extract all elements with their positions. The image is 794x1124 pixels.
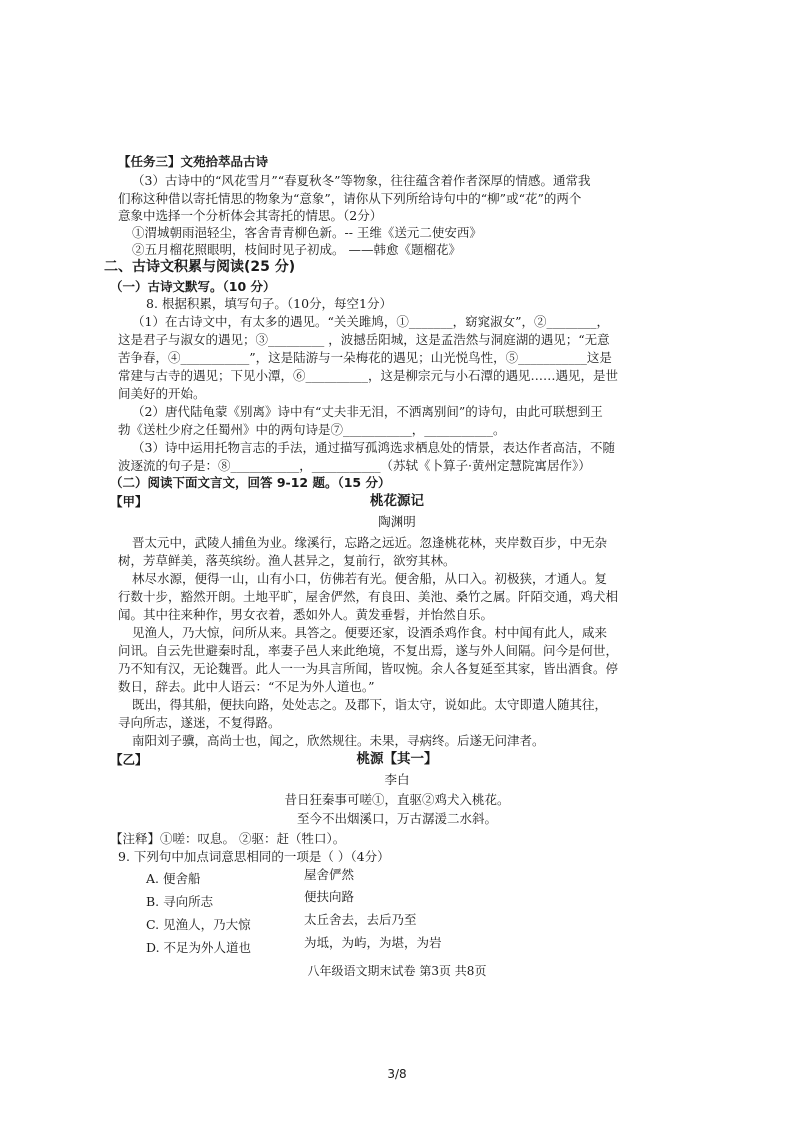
q8-1-line5: 间美好的开始。: [118, 386, 206, 401]
passage-b-title: 桃源【其一】: [356, 751, 438, 767]
passage-a-title: 桃花源记: [370, 493, 424, 509]
q3-line1: （3）古诗中的“风花雪月”“春夏秋冬”等物象，往往蕴含着作者深厚的情感。通常我: [132, 173, 591, 188]
section2-heading: 二、古诗文积累与阅读(25 分): [104, 259, 296, 275]
passage-a-p3-line3: 乃不知有汉，无论魏晋。此人一一为具言所闻，皆叹惋。余人各复延至其家，皆出酒食。停: [118, 661, 619, 676]
passage-a-p2-line1: 林尽水源，便得一山，山有小口，仿佛若有光。便舍船，从口入。初极狭，才通人。复: [132, 571, 608, 586]
poem1: ①渭城朝雨浥轻尘，客舍青青柳色新。-- 王维《送元二使安西》: [132, 225, 482, 240]
q8-3-line1: （3）诗中运用托物言志的手法，通过描写孤鸿选求栖息处的情景，表达作者高洁，不随: [132, 440, 615, 455]
q9-option-a-right: 屋舍俨然: [304, 867, 355, 882]
q9-option-b-right: 便扶向路: [304, 889, 355, 904]
passage-a-p4-line1: 既出，得其船，便扶向路，处处志之。及郡下，诣太守，说如此。太守即遣人随其往，: [132, 697, 608, 712]
page-number: 3/8: [387, 1067, 407, 1081]
passage-a-p4-line2: 寻向所志，遂迷，不复得路。: [118, 715, 281, 730]
q9-option-d-left: D. 不足为外人道也: [146, 940, 252, 955]
passage-b-note: 【注释】①嗟：叹息。 ②驱：赶（牲口）。: [110, 831, 346, 846]
part2-heading: （二）阅读下面文言文，回答 9-12 题。（15 分）: [110, 475, 391, 490]
passage-a-p2-line2: 行数十步，豁然开朗。土地平旷，屋舍俨然，有良田、美池、桑竹之属。阡陌交通，鸡犬相: [118, 589, 619, 604]
q8-2-line1: （2）唐代陆龟蒙《别离》诗中有“丈夫非无泪，不洒离别间”的诗句，由此可联想到王: [132, 404, 603, 419]
passage-a-p3-line1: 见渔人，乃大惊，问所从来。具答之。便要还家，设酒杀鸡作食。村中闻有此人，咸来: [132, 625, 608, 640]
q9-option-a-left: A. 便舍船: [146, 871, 201, 886]
passage-b-line1: 昔日狂秦事可嗟①，直驱②鸡犬入桃花。: [284, 792, 510, 807]
q9-option-c-left: C. 见渔人，乃大惊: [146, 917, 251, 932]
q8-1-line4: 常建与古寺的遇见；下见小潭，⑥__________，这是柳宗元与小石潭的遇见……遇见，是世: [118, 368, 619, 383]
q3-line2: 们称这种借以寄托情思的物象为“意象”，请你从下列所给诗句中的“柳”或“花”的两个: [118, 191, 582, 206]
passage-a-author: 陶渊明: [378, 514, 416, 529]
q8-stem: 8. 根据积累，填写句子。（10分，每空1分）: [146, 296, 393, 311]
q9-option-d-right: 为坻，为屿，为堪，为岩: [304, 935, 442, 950]
passage-a-p5-line1: 南阳刘子骥，高尚士也，闻之，欣然规往。未果，寻病终。后遂无问津者。: [132, 733, 545, 748]
q8-1-line1: （1）在古诗文中，有太多的遇见。“关关雎鸠，①_______，窈窕淑女”，②________，: [132, 314, 609, 329]
task3-heading: 【任务三】文苑拾萃品古诗: [118, 154, 269, 169]
passage-a-p3-line4: 数日，辞去。此中人语云：“不足为外人道也。”: [118, 679, 375, 694]
q8-1-line2: 这是君子与淑女的遇见；③_________ ，波撼岳阳城，这是孟浩然与洞庭湖的遇见；“无意: [118, 332, 610, 347]
passage-a-p1-line2: 树，芳草鲜美，落英缤纷。渔人甚异之，复前行，欲穷其林。: [118, 553, 456, 568]
poem2: ②五月榴花照眼明，枝间时见子初成。 ——韩愈《题榴花》: [132, 242, 461, 257]
passage-b-line2: 至今不出烟溪口，万古潺湲二水斜。: [296, 811, 497, 826]
q9-stem: 9. 下列句中加点词意思相同的一项是（ ）（4分）: [118, 849, 390, 864]
part1-heading: （一）古诗文默写。（10 分）: [110, 279, 276, 294]
passage-a-p1-line1: 晋太元中，武陵人捕鱼为业。缘溪行，忘路之远近。忽逢桃花林，夹岸数百步，中无杂: [132, 535, 608, 550]
q8-3-line2: 波逐流的句子是：⑧___________，___________（苏轼《卜算子·黄州定慧院寓居作》）: [118, 458, 591, 473]
q3-line3: 意象中选择一个分析体会其寄托的情思。（2分）: [118, 208, 383, 223]
passage-b-tag: 【乙】: [110, 752, 148, 767]
q8-2-line2: 勃《送杜少府之任蜀州》中的两句诗是⑦___________，___________。: [118, 422, 506, 437]
q9-option-c-right: 太丘舍去，去后乃至: [304, 912, 417, 927]
passage-a-p2-line3: 闻。其中往来种作，男女衣着，悉如外人。黄发垂髫，并怡然自乐。: [118, 607, 494, 622]
q9-option-b-left: B. 寻向所志: [146, 894, 214, 909]
passage-b-author: 李白: [384, 772, 410, 787]
q8-1-line3: 苦争春，④___________”，这是陆游与一朵梅花的遇见；山光悦鸟性，⑤___________这是: [118, 350, 612, 365]
passage-a-p3-line2: 问讯。自云先世避秦时乱，率妻子邑人来此绝境，不复出焉，遂与外人间隔。问今是何世，: [118, 643, 619, 658]
passage-a-tag: 【甲】: [110, 494, 148, 509]
page-footer: 八年级语文期末试卷 第3页 共8页: [307, 964, 487, 978]
